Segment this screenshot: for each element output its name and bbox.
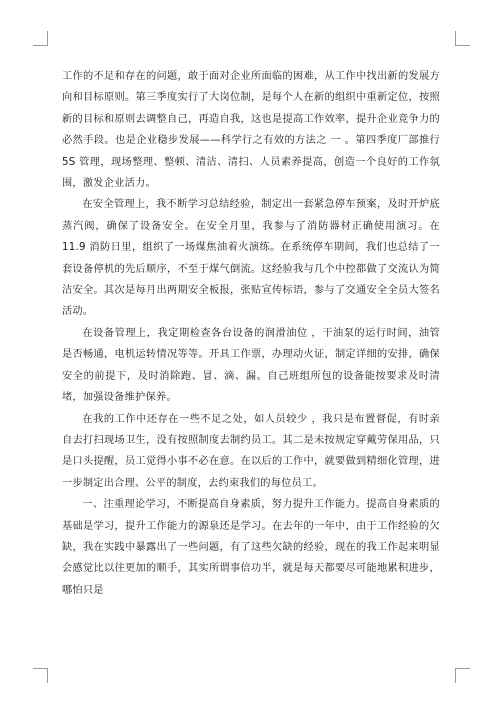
crop-mark-top-right <box>455 31 470 46</box>
paragraph-theory-study: 一、注重理论学习，不断提高自身素质，努力提升工作能力。提高自身素质的基础是学习，提升工作能力的源泉还是学习。在去年的一年中，由于工作经验的欠缺，我在实践中暴露出了一些问题，有了这些欠缺的经验，现在的我工作起来明显会感觉比以往更加的顺手，其实所谓事倍功半，就是每天都要尽可能地累积进步，哪怕只是 <box>62 499 440 596</box>
paragraph-safety-management: 在安全管理上，我不断学习总结经验，制定出一套紧急停车预案，及时开炉底蒸汽阀，确保了设备安全。在安全月里，我参与了消防器材正确使用演习。在 11.9 消防日里，组织了一场煤焦油着火演练。在系统停车期间，我们也总结了一套设备停机的先后顺序，不至于煤气倒流。这经验我与几个中控都做了交流认为简洁安全。其次是每月出两期安全板报，张贴宣传标语，参与了交通安全全员大签名活动。 <box>62 199 440 318</box>
crop-mark-bottom-left <box>33 668 48 683</box>
document-body <box>62 66 440 601</box>
crop-mark-top-left <box>33 31 48 46</box>
paragraph-shortcomings: 在我的工作中还存在一些不足之处，如人员较少 ，我只是布置督促，有时亲自去打扫现场卫生，没有按照制度去制约员工。其二是未按规定穿戴劳保用品，只是口头提醒，员工觉得小事不必在意。在以后的工作中，就要做到精细化管理，进一步制定出合理、公平的制度，去约束我们的每位员工。 <box>62 413 440 489</box>
paragraph-equipment-management: 在设备管理上，我定期检查各台设备的润滑油位 ，干油泵的运行时间，油管是否畅通，电机运转情况等等。开具工作票，办理动火证，制定详细的安排，确保安全的前提下，及时消除跑、冒、滴、漏。自己班组所包的设备能按要求及时清堵，加强设备维护保养。 <box>62 327 440 404</box>
crop-mark-bottom-right <box>455 668 470 683</box>
paragraph-continuation: 工作的不足和存在的问题，敢于面对企业所面临的困难，从工作中找出新的发展方向和目标原则。第三季度实行了大岗位制，是每个人在新的组织中重新定位，按照新的目标和原则去调整自己，再造自我，这也是提高工作效率，提升企业竞争力的必然手段。也是企业稳步发展——科学行之有效的方法之 一 。第四季度厂部推行 5S 管理，现场整理、整顿、清洁、清扫、人员素养提高，创造一个良好的工作氛围，激发企业活力。 <box>62 71 440 190</box>
